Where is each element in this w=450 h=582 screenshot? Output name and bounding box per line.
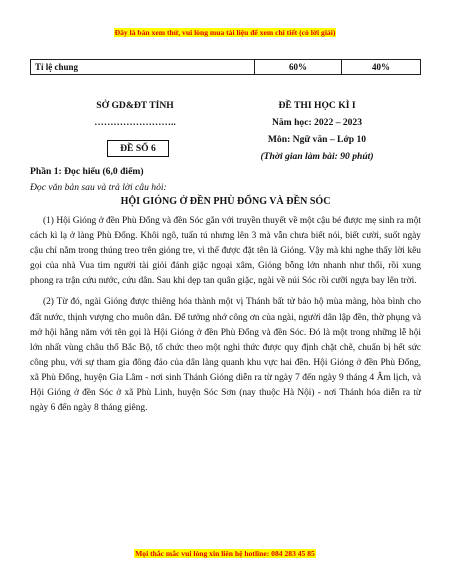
exam-duration: (Thời gian làm bài: 90 phút) [260,151,374,162]
score-ratio-table [30,59,421,75]
preview-notice-banner [0,28,450,37]
table-row [31,60,421,75]
hotline-text: Mọi thắc mắc vui lòng xin liên hệ hotline: 084 283 45 85 [135,549,315,558]
passage-paragraph-2: (2) Từ đó, ngài Gióng được thiêng hóa thành một vị Thánh bất tử bảo hộ mùa màng, hòa bình cho đất nước, thịnh vượng cho muôn dân. Để tưởng nhớ công ơn của ngài, người dân lập đền, thờ phụng và mở hội hằng năm với tên gọi là Hội Gióng ở đền Phù Đổng và đền Sóc. Đó là một trong những lễ hội lớn nhất vùng châu thổ Bắc Bộ, tổ chức theo một nghi thức được quy định chặt chẽ, chuẩn bị hết sức công phu, với sự tham gia đông đảo của dân làng quanh khu vực hai đền. Hội Gióng ở đền Phù Đổng, xã Phù Đổng, huyện Gia Lâm - nơi sinh Thánh Gióng diễn ra từ ngày 7 đến ngày 9 tháng 4 Âm lịch, và Hội Gióng ở đền Sóc ở xã Phù Linh, huyện Sóc Sơn (nay thuộc Hà Nội) - nơi Thánh hóa diễn ra từ ngày 6 đến ngày 8 tháng giêng. [30,297,421,414]
preview-notice-text: Đây là bản xem thử, vui lòng mua tài liệu để xem chi tiết (có lời giải) [114,28,336,37]
passage-body [30,214,421,416]
exam-code-box: ĐỀ SỐ 6 [107,140,169,157]
school-year: Năm học: 2022 – 2023 [271,117,363,128]
department-name: SỞ GD&ĐT TỈNH [96,100,174,111]
reading-instruction: Đọc văn bản sau và trả lời câu hỏi: [30,182,167,193]
hotline-banner [0,549,450,558]
ratio-value-cell-2: 40% [342,60,421,75]
passage-title: HỘI GIÓNG Ở ĐỀN PHÙ ĐỔNG VÀ ĐỀN SÓC [120,196,331,207]
exam-title: ĐỀ THI HỌC KÌ I [278,100,356,111]
section-heading: Phần 1: Đọc hiểu (6,0 điểm) [30,166,144,177]
department-dots: …………………….. [94,117,176,128]
subject-grade: Môn: Ngữ văn – Lớp 10 [267,134,367,145]
ratio-value-cell-1: 60% [255,60,342,75]
passage-paragraph-1: (1) Hội Gióng ở đền Phù Đổng và đền Sóc gắn với truyền thuyết về một cậu bé được mẹ sinh ra một cách kì lạ ở làng Phù Đổng. Khôi ngô, tuấn tú nhưng lên 3 mà vẫn chưa biết nói, biết cười, suốt ngày cậu chỉ nằm trong thúng treo trên gióng tre, vì thế được đặt tên là Gióng. Vậy mà khi nghe thấy lời kêu gọi của nhà Vua tìm người tài giỏi đánh giặc ngoại xâm, Gióng bỗng lớn nhanh như thổi, rồi xung phong ra trận cứu nước, cứu dân. Sau khi dẹp tan quân giặc, ngài về núi Sóc rồi cưỡi ngựa bay lên trời. [30,216,421,287]
ratio-label-cell: Tỉ lệ chung [31,60,255,75]
